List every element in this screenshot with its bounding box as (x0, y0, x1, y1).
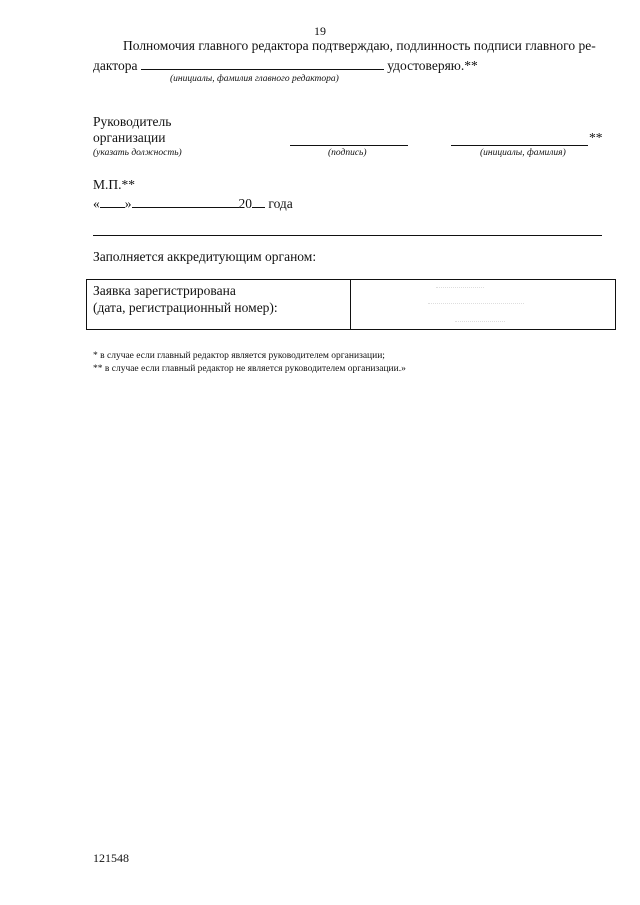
separator-line (93, 235, 602, 236)
editor-name-hint: (инициалы, фамилия главного редактора) (170, 74, 339, 84)
signer-title-line-2: организации (93, 130, 166, 145)
signer-name-hint: (инициалы, фамилия) (480, 148, 566, 158)
faint-mark-2 (428, 303, 524, 304)
footnote-1: * в случае если главный редактор является руководителем организации; (93, 351, 385, 361)
accreditation-heading: Заполняется аккредитующим органом: (93, 249, 317, 264)
date-close-quote: » (124, 196, 132, 211)
footnote-2: ** в случае если главный редактор не является руководителем организации.» (93, 364, 406, 374)
stamp-label: М.П.** (93, 177, 136, 192)
signer-name-blank (451, 145, 588, 146)
paragraph-line-1: Полномочия главного редактора подтверждаю, подлинность подписи главного ре- (123, 38, 596, 53)
registration-label (93, 282, 278, 316)
registration-label-line-1: Заявка зарегистрирована (93, 283, 236, 298)
date-day-blank (100, 195, 125, 208)
date-year-prefix: 20 (238, 196, 252, 211)
signer-asterisks: ** (589, 130, 603, 145)
position-hint: (указать должность) (93, 148, 182, 158)
signer-title-line-1: Руководитель (93, 114, 172, 129)
registration-box-divider (350, 279, 351, 330)
editor-name-blank (141, 57, 384, 70)
paragraph-line-2-start: дактора (93, 58, 138, 73)
signature-hint: (подпись) (328, 148, 367, 158)
date-year-blank (252, 195, 265, 208)
date-month-blank (132, 195, 239, 208)
signature-blank (290, 145, 408, 146)
date-line (93, 195, 293, 212)
document-reference: 121548 (93, 851, 129, 865)
registration-label-line-2: (дата, регистрационный номер): (93, 300, 278, 315)
faint-mark-3 (455, 321, 505, 322)
paragraph-line-2 (93, 57, 478, 74)
date-open-quote: « (93, 196, 100, 211)
page-number: 19 (314, 24, 326, 38)
date-suffix: года (268, 196, 293, 211)
paragraph-line-2-end: удостоверяю.** (387, 58, 478, 73)
faint-mark-1 (436, 287, 484, 288)
